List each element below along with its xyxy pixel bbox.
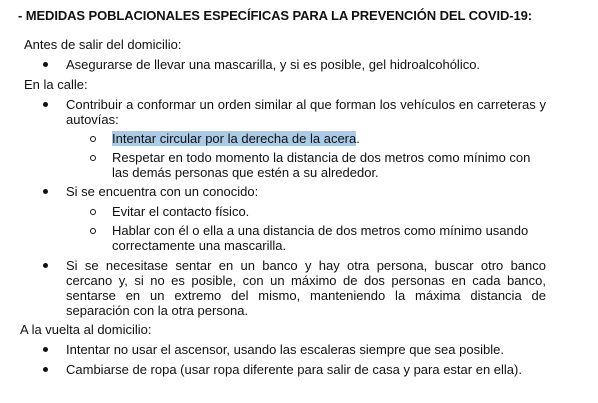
list-item: Intentar no usar el ascensor, usando las escaleras siempre que sea posible.: [66, 342, 504, 357]
bullet-circle: [89, 150, 99, 165]
list-item: Si se necesitase sentar en un banco y hay otra persona, buscar otro banco cercano y, si no es posible, con un máximo de dos personas en cada banco, sentarse en un extremo del mismo, manteniendo la máxima distancia de separación con la otra persona.: [66, 258, 546, 318]
bullet-circle: [89, 223, 99, 238]
bullet-dot: [42, 342, 50, 357]
bullet-dot: [42, 184, 50, 199]
sub-list-item-highlighted: [112, 131, 544, 146]
section-heading-antes: Antes de salir del domicilio:: [24, 37, 182, 52]
list-item: Cambiarse de ropa (usar ropa diferente para salir de casa y para estar en ella).: [66, 362, 522, 377]
sub-list-item: Respetar en todo momento la distancia de dos metros como mínimo con las demás personas que estén a su alrededor.: [112, 150, 531, 180]
highlight-trailing-period: .: [356, 131, 360, 146]
sub-list-item: Hablar con él o ella a una distancia de dos metros como mínimo usando correctamente una mascarilla.: [112, 223, 529, 253]
list-item: Contribuir a conformar un orden similar al que forman los vehículos en carreteras y autovías:: [66, 97, 546, 127]
bullet-circle: [89, 131, 99, 146]
bullet-circle: [89, 204, 99, 219]
bullet-dot: [42, 362, 50, 377]
text-highlight: Intentar circular por la derecha de la acera: [112, 131, 357, 146]
list-item: Asegurarse de llevar una mascarilla, y si es posible, gel hidroalcohólico.: [66, 57, 481, 72]
section-heading-vuelta: A la vuelta al domicilio:: [20, 322, 152, 337]
bullet-dot: [42, 258, 50, 273]
bullet-dot: [42, 97, 50, 112]
sub-list-item: Evitar el contacto físico.: [112, 204, 250, 219]
document-title: - MEDIDAS POBLACIONALES ESPECÍFICAS PARA LA PREVENCIÓN DEL COVID-19:: [18, 8, 532, 23]
bullet-dot: [42, 57, 50, 72]
section-heading-calle: En la calle:: [24, 77, 88, 92]
list-item: Si se encuentra con un conocido:: [66, 184, 259, 199]
